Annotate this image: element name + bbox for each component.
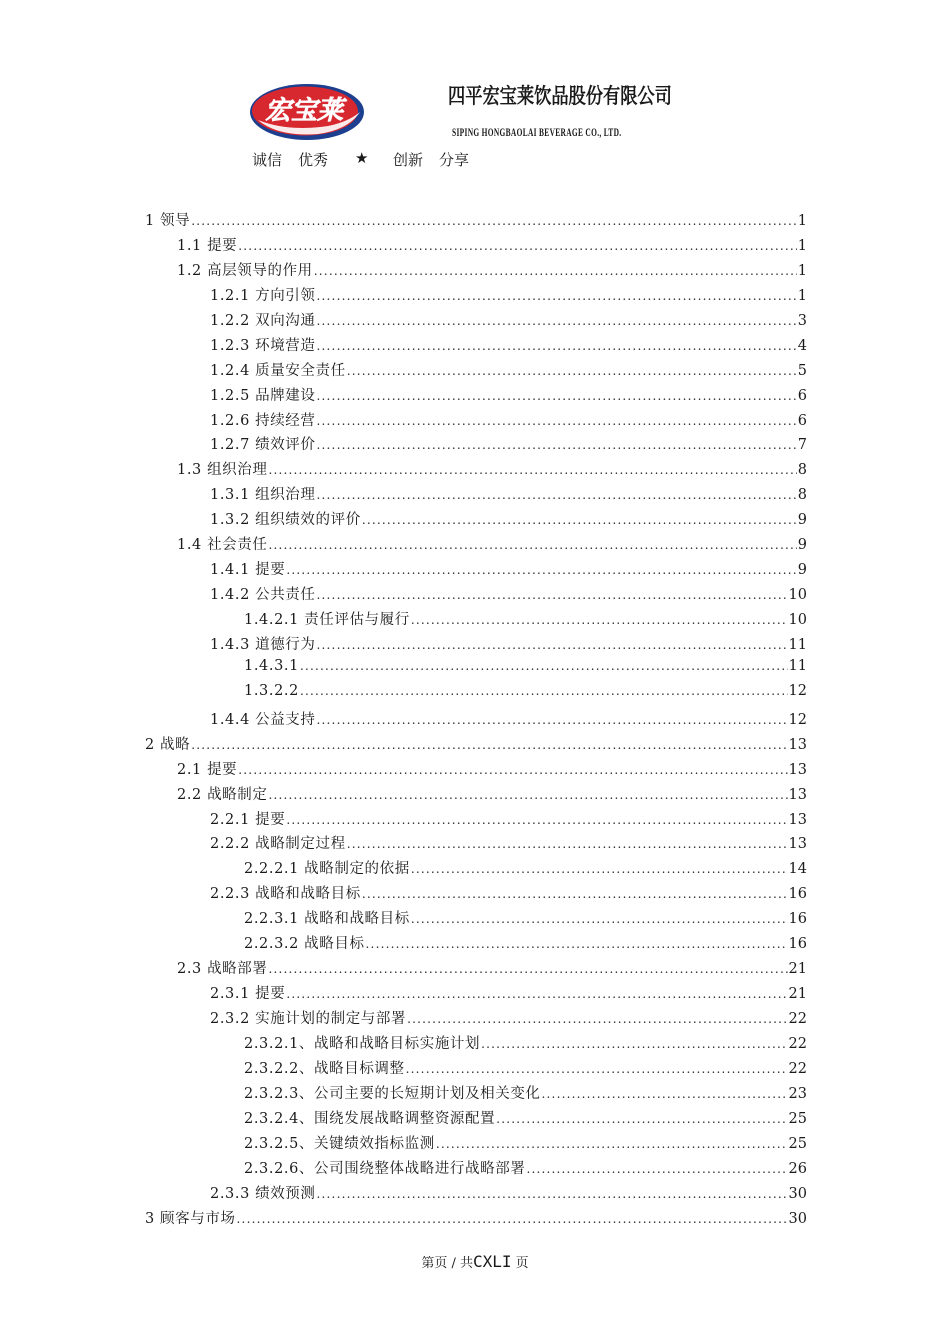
toc-entry-title: 2.3.3 绩效预测: [210, 1185, 316, 1202]
toc-entry[interactable]: [145, 533, 807, 558]
toc-leader-dots: [406, 1062, 788, 1076]
slogan-word: 创新: [393, 151, 424, 169]
toc-entry-title: 2.3 战略部署: [177, 961, 268, 978]
toc-entry-page: 10: [788, 612, 807, 628]
toc-entry-title: 1.3.2.2: [244, 682, 299, 699]
toc-entry-title: 2 战略: [145, 736, 191, 753]
toc-entry-page: 6: [797, 412, 807, 429]
slogan: [252, 149, 469, 170]
toc-entry[interactable]: [145, 234, 807, 259]
toc-entry-page: 30: [788, 1185, 807, 1202]
toc-entry-page: 16: [788, 886, 807, 903]
toc-entry[interactable]: [145, 808, 807, 833]
toc-entry-title: 2.2 战略制定: [177, 786, 268, 803]
toc-entry-page: 21: [788, 961, 807, 978]
toc-leader-dots: [300, 684, 788, 698]
toc-entry-title: 1.3 组织治理: [177, 462, 268, 479]
toc-entry-page: 8: [797, 487, 807, 504]
toc-entry-title: 2.2.3.2 战略目标: [244, 936, 365, 953]
toc-entry-title: 1.2.3 环境营造: [210, 337, 316, 354]
toc-entry-page: 1: [797, 237, 807, 254]
toc-entry-title: 3 顾客与市场: [145, 1210, 236, 1227]
toc-entry[interactable]: [145, 558, 807, 583]
toc-leader-dots: [191, 214, 797, 228]
toc-entry-page: 3: [797, 312, 807, 329]
toc-leader-dots: [347, 837, 788, 851]
company-logo: [248, 82, 366, 142]
slogan-word: 优秀: [298, 151, 329, 169]
toc-entry-title: 1.4.3.1: [244, 657, 299, 674]
toc-leader-dots: [237, 1212, 788, 1226]
toc-leader-dots: [317, 488, 797, 502]
toc-leader-dots: [411, 912, 788, 926]
toc-leader-dots: [286, 563, 796, 577]
footer-total-pages: CXLI: [472, 1252, 512, 1271]
toc-entry[interactable]: [145, 832, 807, 857]
toc-leader-dots: [238, 763, 787, 777]
toc-leader-dots: [496, 1112, 787, 1126]
toc-entry-title: 2.2.3 战略和战略目标: [210, 886, 361, 903]
toc-leader-dots: [366, 937, 788, 951]
toc-leader-dots: [362, 513, 797, 527]
toc-entry[interactable]: [145, 483, 807, 508]
toc-leader-dots: [526, 1162, 787, 1176]
toc-entry-title: 2.2.2.1 战略制定的依据: [244, 861, 410, 878]
toc-entry-page: 4: [797, 337, 807, 354]
toc-entry[interactable]: [145, 334, 807, 359]
toc-leader-dots: [411, 613, 788, 627]
logo-text: 宏宝莱: [264, 96, 344, 126]
toc-entry[interactable]: [145, 1157, 807, 1182]
toc-entry-page: 23: [788, 1085, 807, 1102]
toc-entry-page: 25: [788, 1110, 807, 1127]
toc-entry-page: 14: [788, 861, 807, 878]
company-name-cn: 四平宏宝莱饮品股份有限公司: [448, 83, 672, 108]
company-name-en: SIPING HONGBAOLAI BEVERAGE CO., LTD.: [452, 125, 622, 139]
toc-leader-dots: [191, 738, 787, 752]
toc-leader-dots: [436, 1137, 788, 1151]
toc-entry-page: 1: [797, 213, 807, 229]
toc-entry-title: 1.1 提要: [177, 237, 238, 254]
toc-leader-dots: [317, 638, 788, 652]
toc-entry[interactable]: [145, 1032, 807, 1057]
toc-entry-page: 12: [788, 711, 807, 728]
toc-entry-title: 1.4.4 公益支持: [210, 711, 316, 728]
footer-suffix: 页: [515, 1256, 529, 1271]
toc-entry-title: 1 领导: [145, 213, 191, 229]
toc-entry-title: 2.3.2 实施计划的制定与部署: [210, 1011, 407, 1027]
toc-leader-dots: [238, 239, 796, 253]
toc-entry-page: 22: [788, 1060, 807, 1077]
toc-entry-title: 2.3.2.3、公司主要的长短期计划及相关变化: [244, 1085, 541, 1102]
toc-leader-dots: [317, 438, 797, 452]
toc-entry-page: 6: [797, 387, 807, 404]
toc-entry-page: 30: [788, 1210, 807, 1227]
toc-entry[interactable]: [145, 733, 807, 758]
toc-leader-dots: [481, 1037, 787, 1051]
toc-entry[interactable]: [145, 259, 807, 284]
toc-entry-page: 16: [788, 911, 807, 928]
toc-leader-dots: [347, 364, 797, 378]
toc-entry-title: 2.1 提要: [177, 761, 238, 778]
toc-leader-dots: [317, 339, 797, 353]
toc-leader-dots: [317, 314, 797, 328]
toc-entry[interactable]: [145, 284, 807, 309]
toc-leader-dots: [268, 788, 787, 802]
slogan-word: 诚信: [252, 151, 283, 169]
toc-entry-title: 2.3.1 提要: [210, 986, 286, 1003]
toc-leader-dots: [317, 289, 797, 303]
toc-entry-page: 5: [797, 362, 807, 379]
toc-entry[interactable]: [145, 1132, 807, 1157]
toc-entry[interactable]: [145, 957, 807, 982]
toc-entry[interactable]: [145, 658, 807, 683]
toc-entry-page: 10: [788, 587, 807, 604]
toc-entry[interactable]: [145, 857, 807, 882]
toc-leader-dots: [314, 264, 797, 278]
toc-entry[interactable]: [145, 608, 807, 633]
toc-entry[interactable]: [145, 982, 807, 1007]
toc-entry-title: 1.2.2 双向沟通: [210, 312, 316, 329]
toc-entry-page: 22: [788, 1035, 807, 1052]
toc-leader-dots: [317, 389, 797, 403]
slogan-word: 分享: [439, 151, 470, 169]
toc-entry[interactable]: [145, 708, 807, 733]
toc-entry-page: 8: [797, 462, 807, 479]
toc-entry-title: 1.4.2.1 责任评估与履行: [244, 612, 410, 628]
toc-entry[interactable]: [145, 1107, 807, 1132]
toc-entry-title: 1.2 高层领导的作用: [177, 262, 313, 279]
toc-leader-dots: [317, 713, 788, 727]
toc-entry-title: 1.3.1 组织治理: [210, 487, 316, 504]
toc-entry-page: 13: [788, 786, 807, 803]
toc-entry-page: 13: [788, 761, 807, 778]
toc-entry-page: 22: [788, 1011, 807, 1027]
toc-entry-title: 1.3.2 组织绩效的评价: [210, 512, 361, 529]
page-header: [0, 0, 950, 190]
star-icon: ★: [355, 149, 369, 167]
toc-entry[interactable]: [145, 409, 807, 434]
toc-entry-page: 13: [788, 836, 807, 853]
toc-entry-page: 9: [797, 537, 807, 554]
toc-entry[interactable]: [145, 1082, 807, 1107]
toc-entry-page: 11: [788, 657, 807, 674]
footer-prefix: 第页 / 共: [421, 1256, 473, 1271]
toc-entry-page: 1: [797, 287, 807, 304]
toc-entry-title: 1.4.2 公共责任: [210, 587, 316, 604]
toc-leader-dots: [268, 962, 787, 976]
toc-entry-title: 2.3.2.6、公司围绕整体战略进行战略部署: [244, 1160, 526, 1177]
toc-entry[interactable]: [145, 1182, 807, 1207]
table-of-contents: [145, 209, 807, 1231]
toc-entry-title: 1.2.4 质量安全责任: [210, 362, 346, 379]
toc-leader-dots: [317, 1187, 788, 1201]
toc-entry-title: 2.2.3.1 战略和战略目标: [244, 911, 410, 928]
toc-entry-title: 1.4.1 提要: [210, 562, 286, 579]
toc-entry-page: 9: [797, 512, 807, 529]
toc-entry-title: 2.3.2.1、战略和战略目标实施计划: [244, 1035, 481, 1052]
toc-entry[interactable]: [145, 882, 807, 907]
toc-entry-title: 2.3.2.5、关键绩效指标监测: [244, 1135, 435, 1152]
toc-entry[interactable]: [145, 683, 807, 708]
toc-entry[interactable]: [145, 309, 807, 334]
toc-leader-dots: [300, 659, 788, 673]
toc-entry-page: 13: [788, 811, 807, 828]
toc-entry[interactable]: [145, 359, 807, 384]
toc-entry-title: 2.3.2.4、围绕发展战略调整资源配置: [244, 1110, 496, 1127]
toc-entry[interactable]: [145, 508, 807, 533]
toc-entry-title: 1.2.7 绩效评价: [210, 437, 316, 454]
toc-entry-page: 13: [788, 736, 807, 753]
toc-leader-dots: [407, 1012, 787, 1026]
toc-entry[interactable]: [145, 384, 807, 409]
toc-entry-page: 25: [788, 1135, 807, 1152]
toc-entry[interactable]: [145, 433, 807, 458]
toc-entry-title: 1.4.3 道德行为: [210, 636, 316, 653]
toc-entry[interactable]: [145, 758, 807, 783]
toc-entry-title: 2.3.2.2、战略目标调整: [244, 1060, 405, 1077]
toc-entry-title: 1.2.1 方向引领: [210, 287, 316, 304]
toc-entry[interactable]: [145, 932, 807, 957]
page-footer: [0, 1252, 950, 1271]
toc-entry-page: 21: [788, 986, 807, 1003]
toc-leader-dots: [411, 862, 788, 876]
toc-entry[interactable]: [145, 209, 807, 234]
toc-entry-page: 26: [788, 1160, 807, 1177]
toc-entry[interactable]: [145, 583, 807, 608]
toc-entry-title: 2.2.1 提要: [210, 811, 286, 828]
toc-entry-title: 1.4 社会责任: [177, 537, 268, 554]
toc-entry[interactable]: [145, 907, 807, 932]
toc-entry[interactable]: [145, 1057, 807, 1082]
toc-entry-page: 11: [788, 636, 807, 653]
toc-entry[interactable]: [145, 1207, 807, 1232]
toc-entry-title: 1.2.5 品牌建设: [210, 387, 316, 404]
toc-leader-dots: [542, 1087, 788, 1101]
toc-leader-dots: [317, 414, 797, 428]
toc-entry[interactable]: [145, 1007, 807, 1032]
toc-entry[interactable]: [145, 783, 807, 808]
toc-entry-page: 16: [788, 936, 807, 953]
toc-entry[interactable]: [145, 633, 807, 658]
toc-entry-page: 7: [797, 437, 807, 454]
toc-leader-dots: [286, 813, 787, 827]
toc-leader-dots: [362, 887, 788, 901]
toc-entry-title: 2.2.2 战略制定过程: [210, 836, 346, 853]
toc-entry[interactable]: [145, 458, 807, 483]
toc-leader-dots: [286, 987, 787, 1001]
toc-entry-page: 9: [797, 562, 807, 579]
toc-entry-title: 1.2.6 持续经营: [210, 412, 316, 429]
toc-entry-page: 12: [788, 682, 807, 699]
toc-leader-dots: [317, 588, 788, 602]
toc-leader-dots: [268, 538, 796, 552]
toc-leader-dots: [268, 463, 796, 477]
toc-entry-page: 1: [797, 262, 807, 279]
